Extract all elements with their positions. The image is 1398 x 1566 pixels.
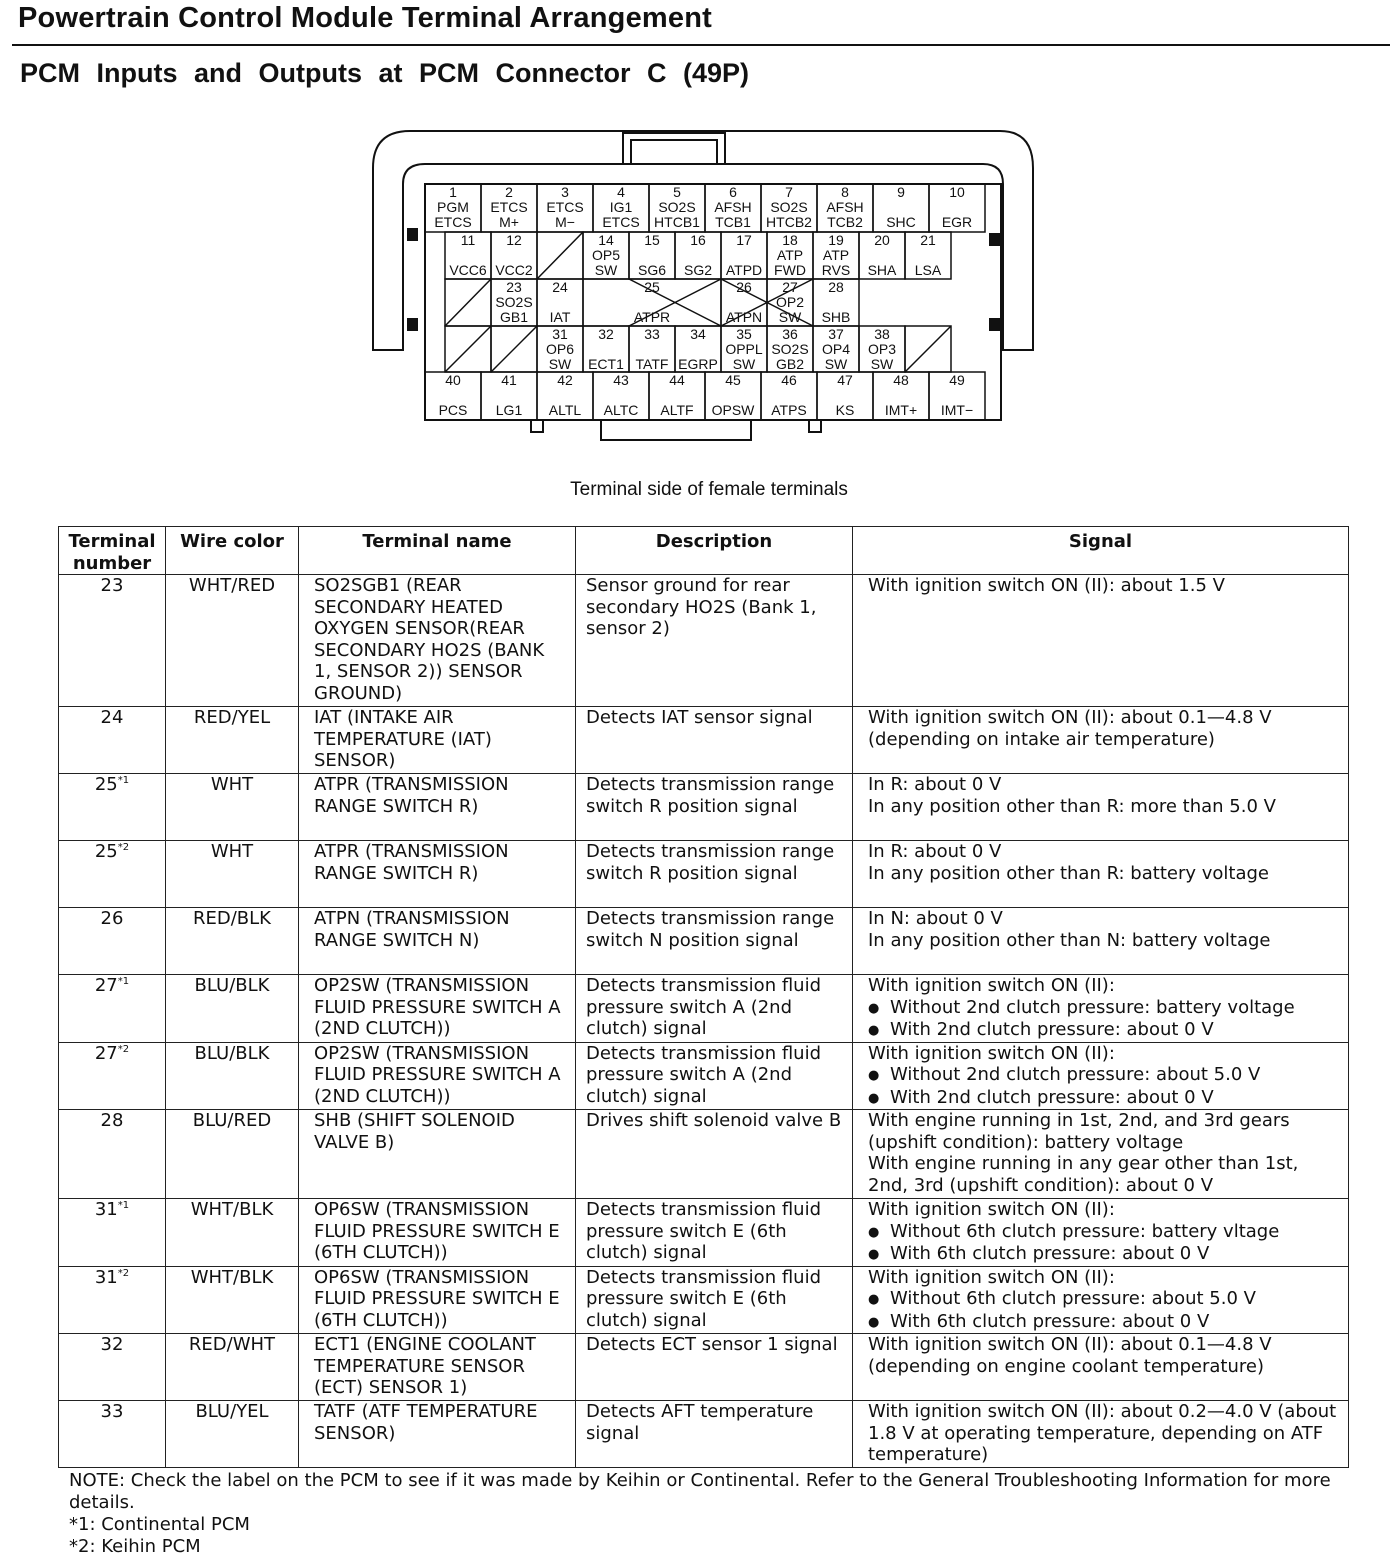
cell-terminal-number-text: 31 <box>94 1266 118 1288</box>
terminal-number: 21 <box>920 232 936 248</box>
cell-description-text: Detects transmission range switch R position signal <box>586 841 835 884</box>
cell-terminal-name-text: OP6SW (TRANSMISSION FLUID PRESSURE SWITCH E (6TH CLUTCH)) <box>314 1266 560 1331</box>
terminal-number: 20 <box>874 232 890 248</box>
signal-line: In any position other than R: battery voltage <box>868 862 1269 884</box>
terminal-number: 34 <box>690 326 706 342</box>
cell-wire-color <box>166 707 299 774</box>
terminal-label: AFSH <box>714 199 752 215</box>
cell-terminal-number-text: 32 <box>100 1334 124 1355</box>
terminal-label: OPPL <box>725 341 763 357</box>
terminal-number: 43 <box>613 372 629 388</box>
terminal-label: SO2S <box>658 199 696 215</box>
terminal-number: 18 <box>782 232 798 248</box>
cell-terminal-number-text: 27 <box>94 1042 118 1064</box>
cell-terminal-name <box>299 707 576 774</box>
terminal-number: 27 <box>782 279 798 295</box>
terminal-label: ATP <box>822 247 850 263</box>
terminal-label: VCC2 <box>495 262 533 278</box>
terminal-number: 24 <box>552 279 568 295</box>
terminal-label: AFSH <box>826 199 864 215</box>
cell-signal <box>853 1110 1349 1199</box>
terminal-label: SW <box>732 356 756 372</box>
terminal-label: HTCB1 <box>654 214 700 230</box>
cell-signal <box>853 707 1349 774</box>
terminal-label: SW <box>594 262 618 278</box>
terminal-label: ALTL <box>548 402 582 418</box>
terminal-label: PGM <box>437 199 469 215</box>
header-terminal-name: Terminal name <box>299 527 576 575</box>
table-row <box>59 908 1349 975</box>
cell-terminal-name-text: SHB (SHIFT SOLENOID VALVE B) <box>314 1110 515 1153</box>
cell-terminal-number <box>59 1199 166 1267</box>
table-row <box>59 1199 1349 1267</box>
cell-description-text: Detects transmission fluid pressure switch A (2nd clutch) signal <box>586 1042 822 1107</box>
cell-signal <box>853 908 1349 975</box>
cell-wire-color <box>166 841 299 908</box>
cell-wire-color <box>166 1334 299 1401</box>
terminal-number: 16 <box>690 232 706 248</box>
terminal-label: GB1 <box>499 309 529 325</box>
cell-wire-color <box>166 1401 299 1468</box>
cell-terminal-name <box>299 1401 576 1468</box>
terminal-number: 25 <box>644 279 660 295</box>
terminal-label: SG6 <box>637 262 667 278</box>
terminal-number: 37 <box>828 326 844 342</box>
cell-signal <box>853 1199 1349 1267</box>
cell-description-text: Detects transmission fluid pressure switch E (6th clutch) signal <box>586 1266 822 1331</box>
terminal-number: 45 <box>725 372 741 388</box>
cell-terminal-name-text: TATF (ATF TEMPERATURE SENSOR) <box>314 1401 538 1444</box>
blank-cell-slash <box>491 326 537 372</box>
cell-description-text: Drives shift solenoid valve B <box>586 1110 842 1131</box>
cell-terminal-number <box>59 1042 166 1110</box>
cell-wire-color-text: BLU/BLK <box>194 1042 270 1064</box>
cell-terminal-name <box>299 975 576 1043</box>
table-row <box>59 774 1349 841</box>
cell-wire-color-text: RED/YEL <box>193 707 271 728</box>
terminal-number: 49 <box>949 372 965 388</box>
terminal-number: 36 <box>782 326 798 342</box>
terminal-label: SO2S <box>495 294 533 310</box>
cell-terminal-name <box>299 908 576 975</box>
cell-description <box>576 975 853 1043</box>
cell-terminal-name-text: ATPR (TRANSMISSION RANGE SWITCH R) <box>314 841 509 884</box>
cell-description <box>576 841 853 908</box>
cell-signal <box>853 1401 1349 1468</box>
blank-cell-slash <box>445 326 491 372</box>
terminal-number: 2 <box>505 184 513 200</box>
note-text: NOTE: Check the label on the PCM to see if it was made by Keihin or Continental. Refer to the General Troubleshooting Information for more details. <box>69 1470 1337 1513</box>
cell-description-text: Detects transmission range switch R position signal <box>586 774 835 817</box>
cell-terminal-number <box>59 841 166 908</box>
footnote-marker: *1 <box>117 775 130 786</box>
cell-terminal-name <box>299 1110 576 1199</box>
cell-terminal-number-text: 27 <box>94 975 118 996</box>
table-row <box>59 1110 1349 1199</box>
terminal-number: 15 <box>644 232 660 248</box>
table-row <box>59 1401 1349 1468</box>
terminal-label: OP4 <box>821 341 851 357</box>
terminal-label: ALTF <box>660 402 694 418</box>
signal-line: In any position other than R: more than 5.0 V <box>868 795 1276 817</box>
terminal-number: 7 <box>785 184 793 200</box>
terminal-label: OP5 <box>591 247 621 263</box>
cell-wire-color <box>166 1042 299 1110</box>
connector-diagram <box>365 128 1040 446</box>
cell-description <box>576 1042 853 1110</box>
signal-bullet: ● Without 2nd clutch pressure: battery voltage <box>868 997 1340 1020</box>
cell-terminal-name <box>299 1266 576 1334</box>
header-terminal-number: Terminal number <box>59 527 166 575</box>
terminal-label: EGRP <box>678 356 718 372</box>
terminal-label: SHC <box>886 214 916 230</box>
cell-terminal-name <box>299 1042 576 1110</box>
terminal-label: LG1 <box>495 402 523 418</box>
signal-bullet: ● With 2nd clutch pressure: about 0 V <box>868 1019 1340 1042</box>
cell-terminal-number-text: 24 <box>100 707 124 728</box>
terminal-number: 46 <box>781 372 797 388</box>
terminal-label: KS <box>835 402 855 418</box>
footnote-marker: *1 <box>117 1200 130 1211</box>
signal-line: With engine running in any gear other than 1st, 2nd, 3rd (upshift condition): about 0 V <box>868 1153 1299 1196</box>
footnote-marker: *1 <box>117 976 130 987</box>
footnote-marker: *2 <box>117 842 130 853</box>
terminal-label: SW <box>870 356 894 372</box>
terminal-label: SHB <box>821 309 851 325</box>
cell-terminal-number <box>59 707 166 774</box>
cell-terminal-number <box>59 1266 166 1334</box>
title-divider <box>12 44 1390 46</box>
blank-cell-slash <box>445 279 491 326</box>
terminal-label: OP2 <box>775 294 805 310</box>
table-row <box>59 1266 1349 1334</box>
signal-line: With engine running in 1st, 2nd, and 3rd gears (upshift condition): battery voltage <box>868 1110 1290 1153</box>
terminal-label: ATPN <box>725 309 763 325</box>
cell-wire-color-text: WHT/RED <box>188 575 276 596</box>
terminal-label: ETCS <box>602 214 640 230</box>
cell-wire-color-text: WHT/BLK <box>190 1199 274 1220</box>
cell-wire-color-text: BLU/BLK <box>194 975 270 996</box>
signal-line: With ignition switch ON (II): about 0.1—4.8 V (depending on intake air temperature) <box>868 707 1272 750</box>
cell-terminal-name-text: OP2SW (TRANSMISSION FLUID PRESSURE SWITCH A (2ND CLUTCH)) <box>314 975 561 1039</box>
signal-line: In R: about 0 V <box>868 841 1002 862</box>
signal-line: With ignition switch ON (II): <box>868 1199 1115 1220</box>
terminal-label: OP6 <box>545 341 575 357</box>
cell-terminal-name-text: ECT1 (ENGINE COOLANT TEMPERATURE SENSOR (ECT) SENSOR 1) <box>314 1334 536 1398</box>
header-signal: Signal <box>853 527 1349 575</box>
terminal-number: 6 <box>729 184 737 200</box>
cell-terminal-number <box>59 774 166 841</box>
cell-wire-color <box>166 1199 299 1267</box>
terminal-label: SW <box>778 309 802 325</box>
signal-line: With ignition switch ON (II): about 1.5 V <box>868 575 1225 596</box>
cell-terminal-number-text: 26 <box>100 908 124 929</box>
terminal-label: ATP <box>776 247 804 263</box>
cell-wire-color <box>166 575 299 707</box>
terminal-label: ALTC <box>603 402 639 418</box>
cell-signal <box>853 575 1349 707</box>
table-row <box>59 841 1349 908</box>
cell-terminal-name-text: ATPN (TRANSMISSION RANGE SWITCH N) <box>314 908 510 951</box>
terminal-table <box>58 526 1349 1468</box>
cell-description-text: Detects AFT temperature signal <box>586 1401 814 1444</box>
terminal-number: 26 <box>736 279 752 295</box>
terminal-number: 38 <box>874 326 890 342</box>
terminal-number: 14 <box>598 232 614 248</box>
signal-line: In N: about 0 V <box>868 908 1003 929</box>
terminal-label: PCS <box>438 402 468 418</box>
footnote-continental: *1: Continental PCM <box>69 1514 250 1535</box>
cell-terminal-number <box>59 1110 166 1199</box>
terminal-label: SW <box>548 356 572 372</box>
cell-description-text: Detects transmission fluid pressure switch A (2nd clutch) signal <box>586 975 822 1039</box>
cell-description <box>576 1110 853 1199</box>
terminal-number: 35 <box>736 326 752 342</box>
terminal-number: 4 <box>617 184 625 200</box>
terminal-label: SO2S <box>770 199 808 215</box>
cell-wire-color-text: WHT <box>210 841 254 862</box>
terminal-number: 28 <box>828 279 844 295</box>
cell-terminal-name <box>299 774 576 841</box>
cell-wire-color-text: RED/BLK <box>193 908 271 929</box>
signal-line: With ignition switch ON (II): <box>868 1042 1115 1064</box>
terminal-number: 5 <box>673 184 681 200</box>
table-row <box>59 975 1349 1043</box>
terminal-label: EGR <box>941 214 973 230</box>
terminal-label: TATF <box>635 356 669 372</box>
terminal-number: 48 <box>893 372 909 388</box>
cell-description <box>576 1266 853 1334</box>
terminal-label: ATPS <box>771 402 807 418</box>
terminal-label: ATPR <box>633 309 671 325</box>
signal-line: With ignition switch ON (II): about 0.1—4.8 V (depending on engine coolant temperature) <box>868 1334 1272 1377</box>
signal-bullet: ● With 6th clutch pressure: about 0 V <box>868 1243 1340 1266</box>
cell-terminal-number <box>59 908 166 975</box>
cell-description-text: Detects ECT sensor 1 signal <box>586 1334 838 1355</box>
terminal-label: M− <box>555 214 575 230</box>
signal-line: With ignition switch ON (II): <box>868 1266 1115 1288</box>
cell-terminal-number-text: 23 <box>100 575 124 596</box>
terminal-label: IMT+ <box>884 402 918 418</box>
terminal-label: ATPD <box>725 262 763 278</box>
signal-line: In any position other than N: battery voltage <box>868 929 1271 951</box>
cell-terminal-name-text: ATPR (TRANSMISSION RANGE SWITCH R) <box>314 774 509 817</box>
terminal-number: 3 <box>561 184 569 200</box>
cell-terminal-name <box>299 1199 576 1267</box>
terminal-number: 44 <box>669 372 685 388</box>
cell-description-text: Sensor ground for rear secondary HO2S (Bank 1, sensor 2) <box>586 575 817 639</box>
cell-terminal-number-text: 31 <box>94 1199 118 1220</box>
footnote-keihin: *2: Keihin PCM <box>69 1536 201 1557</box>
terminal-label: FWD <box>774 262 806 278</box>
signal-bullet: ● Without 6th clutch pressure: about 5.0 V <box>868 1288 1340 1311</box>
terminal-number: 41 <box>501 372 517 388</box>
terminal-label: SHA <box>867 262 897 278</box>
cell-wire-color-text: WHT/BLK <box>190 1266 274 1288</box>
cell-wire-color-text: BLU/YEL <box>195 1401 269 1422</box>
cell-wire-color-text: RED/WHT <box>188 1334 276 1355</box>
signal-bullet: ● Without 2nd clutch pressure: about 5.0 V <box>868 1064 1340 1087</box>
cell-terminal-name <box>299 1334 576 1401</box>
cell-description <box>576 1334 853 1401</box>
diagram-caption: Terminal side of female terminals <box>570 479 848 500</box>
cell-description <box>576 575 853 707</box>
cell-terminal-number <box>59 1401 166 1468</box>
terminal-number: 8 <box>841 184 849 200</box>
terminal-number: 10 <box>949 184 965 200</box>
terminal-number: 23 <box>506 279 522 295</box>
cell-signal <box>853 841 1349 908</box>
terminal-number: 9 <box>897 184 905 200</box>
cell-signal <box>853 975 1349 1043</box>
terminal-label: SW <box>824 356 848 372</box>
signal-line: In R: about 0 V <box>868 774 1002 795</box>
cell-terminal-name-text: SO2SGB1 (REAR SECONDARY HEATED OXYGEN SENSOR(REAR SECONDARY HO2S (BANK 1, SENSOR 2)) SENSOR GROUND) <box>314 575 545 704</box>
terminal-label: IMT− <box>940 402 974 418</box>
cell-terminal-name-text: IAT (INTAKE AIR TEMPERATURE (IAT) SENSOR) <box>314 707 492 771</box>
page-title: Powertrain Control Module Terminal Arrangement <box>18 2 712 34</box>
terminal-label: RVS <box>821 262 851 278</box>
blank-cell-slash <box>537 232 583 279</box>
terminal-number: 40 <box>445 372 461 388</box>
cell-description <box>576 774 853 841</box>
terminal-label: ETCS <box>546 199 584 215</box>
terminal-label: SO2S <box>771 341 809 357</box>
table-row <box>59 575 1349 707</box>
cell-wire-color <box>166 1110 299 1199</box>
signal-bullet: ● Without 6th clutch pressure: battery vltage <box>868 1221 1340 1244</box>
footnote-marker: *2 <box>117 1267 130 1279</box>
terminal-label: IG1 <box>609 199 633 215</box>
terminal-label: VCC6 <box>449 262 487 278</box>
terminal-label: M+ <box>499 214 519 230</box>
terminal-number: 11 <box>460 232 476 248</box>
signal-bullet: ● With 6th clutch pressure: about 0 V <box>868 1311 1340 1334</box>
terminal-label: OP3 <box>867 341 897 357</box>
cell-signal <box>853 1266 1349 1334</box>
cell-signal <box>853 774 1349 841</box>
cell-terminal-name <box>299 575 576 707</box>
cell-wire-color <box>166 908 299 975</box>
cell-signal <box>853 1334 1349 1401</box>
cell-wire-color-text: WHT <box>210 774 254 795</box>
page-subtitle: PCM Inputs and Outputs at PCM Connector C (49P) <box>20 58 750 88</box>
cell-description-text: Detects transmission fluid pressure switch E (6th clutch) signal <box>586 1199 822 1263</box>
terminal-number: 31 <box>552 326 568 342</box>
blank-cell-slash <box>905 326 951 372</box>
footnote-marker: *2 <box>117 1043 130 1055</box>
cell-terminal-number <box>59 575 166 707</box>
terminal-number: 47 <box>837 372 853 388</box>
terminal-label: GB2 <box>775 356 805 372</box>
terminal-label: OPSW <box>711 402 755 418</box>
cell-signal <box>853 1042 1349 1110</box>
cell-terminal-name-text: OP2SW (TRANSMISSION FLUID PRESSURE SWITCH A (2ND CLUTCH)) <box>314 1042 561 1107</box>
terminal-label: ETCS <box>490 199 528 215</box>
cell-wire-color <box>166 1266 299 1334</box>
terminal-number: 19 <box>828 232 844 248</box>
cell-terminal-number-text: 33 <box>100 1401 124 1422</box>
cell-description <box>576 908 853 975</box>
cell-terminal-number-text: 25 <box>94 841 118 862</box>
terminal-label: SG2 <box>683 262 713 278</box>
terminal-number: 42 <box>557 372 573 388</box>
cell-description-text: Detects IAT sensor signal <box>586 707 813 728</box>
header-wire-color: Wire color <box>166 527 299 575</box>
terminal-number: 1 <box>449 184 457 200</box>
cell-terminal-number-text: 28 <box>100 1110 124 1131</box>
signal-bullet: ● With 2nd clutch pressure: about 0 V <box>868 1087 1340 1110</box>
table-row <box>59 1334 1349 1401</box>
table-row <box>59 707 1349 774</box>
cell-wire-color <box>166 975 299 1043</box>
terminal-label: ECT1 <box>588 356 624 372</box>
terminal-label: TCB1 <box>715 214 751 230</box>
cell-wire-color-text: BLU/RED <box>192 1110 272 1131</box>
terminal-number: 32 <box>598 326 614 342</box>
cell-description-text: Detects transmission range switch N position signal <box>586 908 835 951</box>
terminal-label: TCB2 <box>827 214 863 230</box>
table-row <box>59 1042 1349 1110</box>
terminal-number: 33 <box>644 326 660 342</box>
terminal-number: 17 <box>736 232 752 248</box>
terminal-label: ETCS <box>434 214 472 230</box>
terminal-label: HTCB2 <box>766 214 812 230</box>
cell-description <box>576 707 853 774</box>
signal-line: With ignition switch ON (II): about 0.2—4.0 V (about 1.8 V at operating temperature, depending on ATF temperature) <box>868 1401 1337 1465</box>
terminal-number: 12 <box>506 232 522 248</box>
table-header-row <box>59 527 1349 575</box>
cell-description <box>576 1199 853 1267</box>
cell-terminal-number-text: 25 <box>94 774 118 795</box>
terminal-label: IAT <box>549 309 571 325</box>
cell-wire-color <box>166 774 299 841</box>
cell-terminal-number <box>59 1334 166 1401</box>
signal-line: With ignition switch ON (II): <box>868 975 1115 996</box>
cell-description <box>576 1401 853 1468</box>
cell-terminal-number <box>59 975 166 1043</box>
header-description: Description <box>576 527 853 575</box>
notes <box>69 1470 1359 1558</box>
terminal-label: LSA <box>914 262 942 278</box>
cell-terminal-name <box>299 841 576 908</box>
cell-terminal-name-text: OP6SW (TRANSMISSION FLUID PRESSURE SWITCH E (6TH CLUTCH)) <box>314 1199 560 1263</box>
